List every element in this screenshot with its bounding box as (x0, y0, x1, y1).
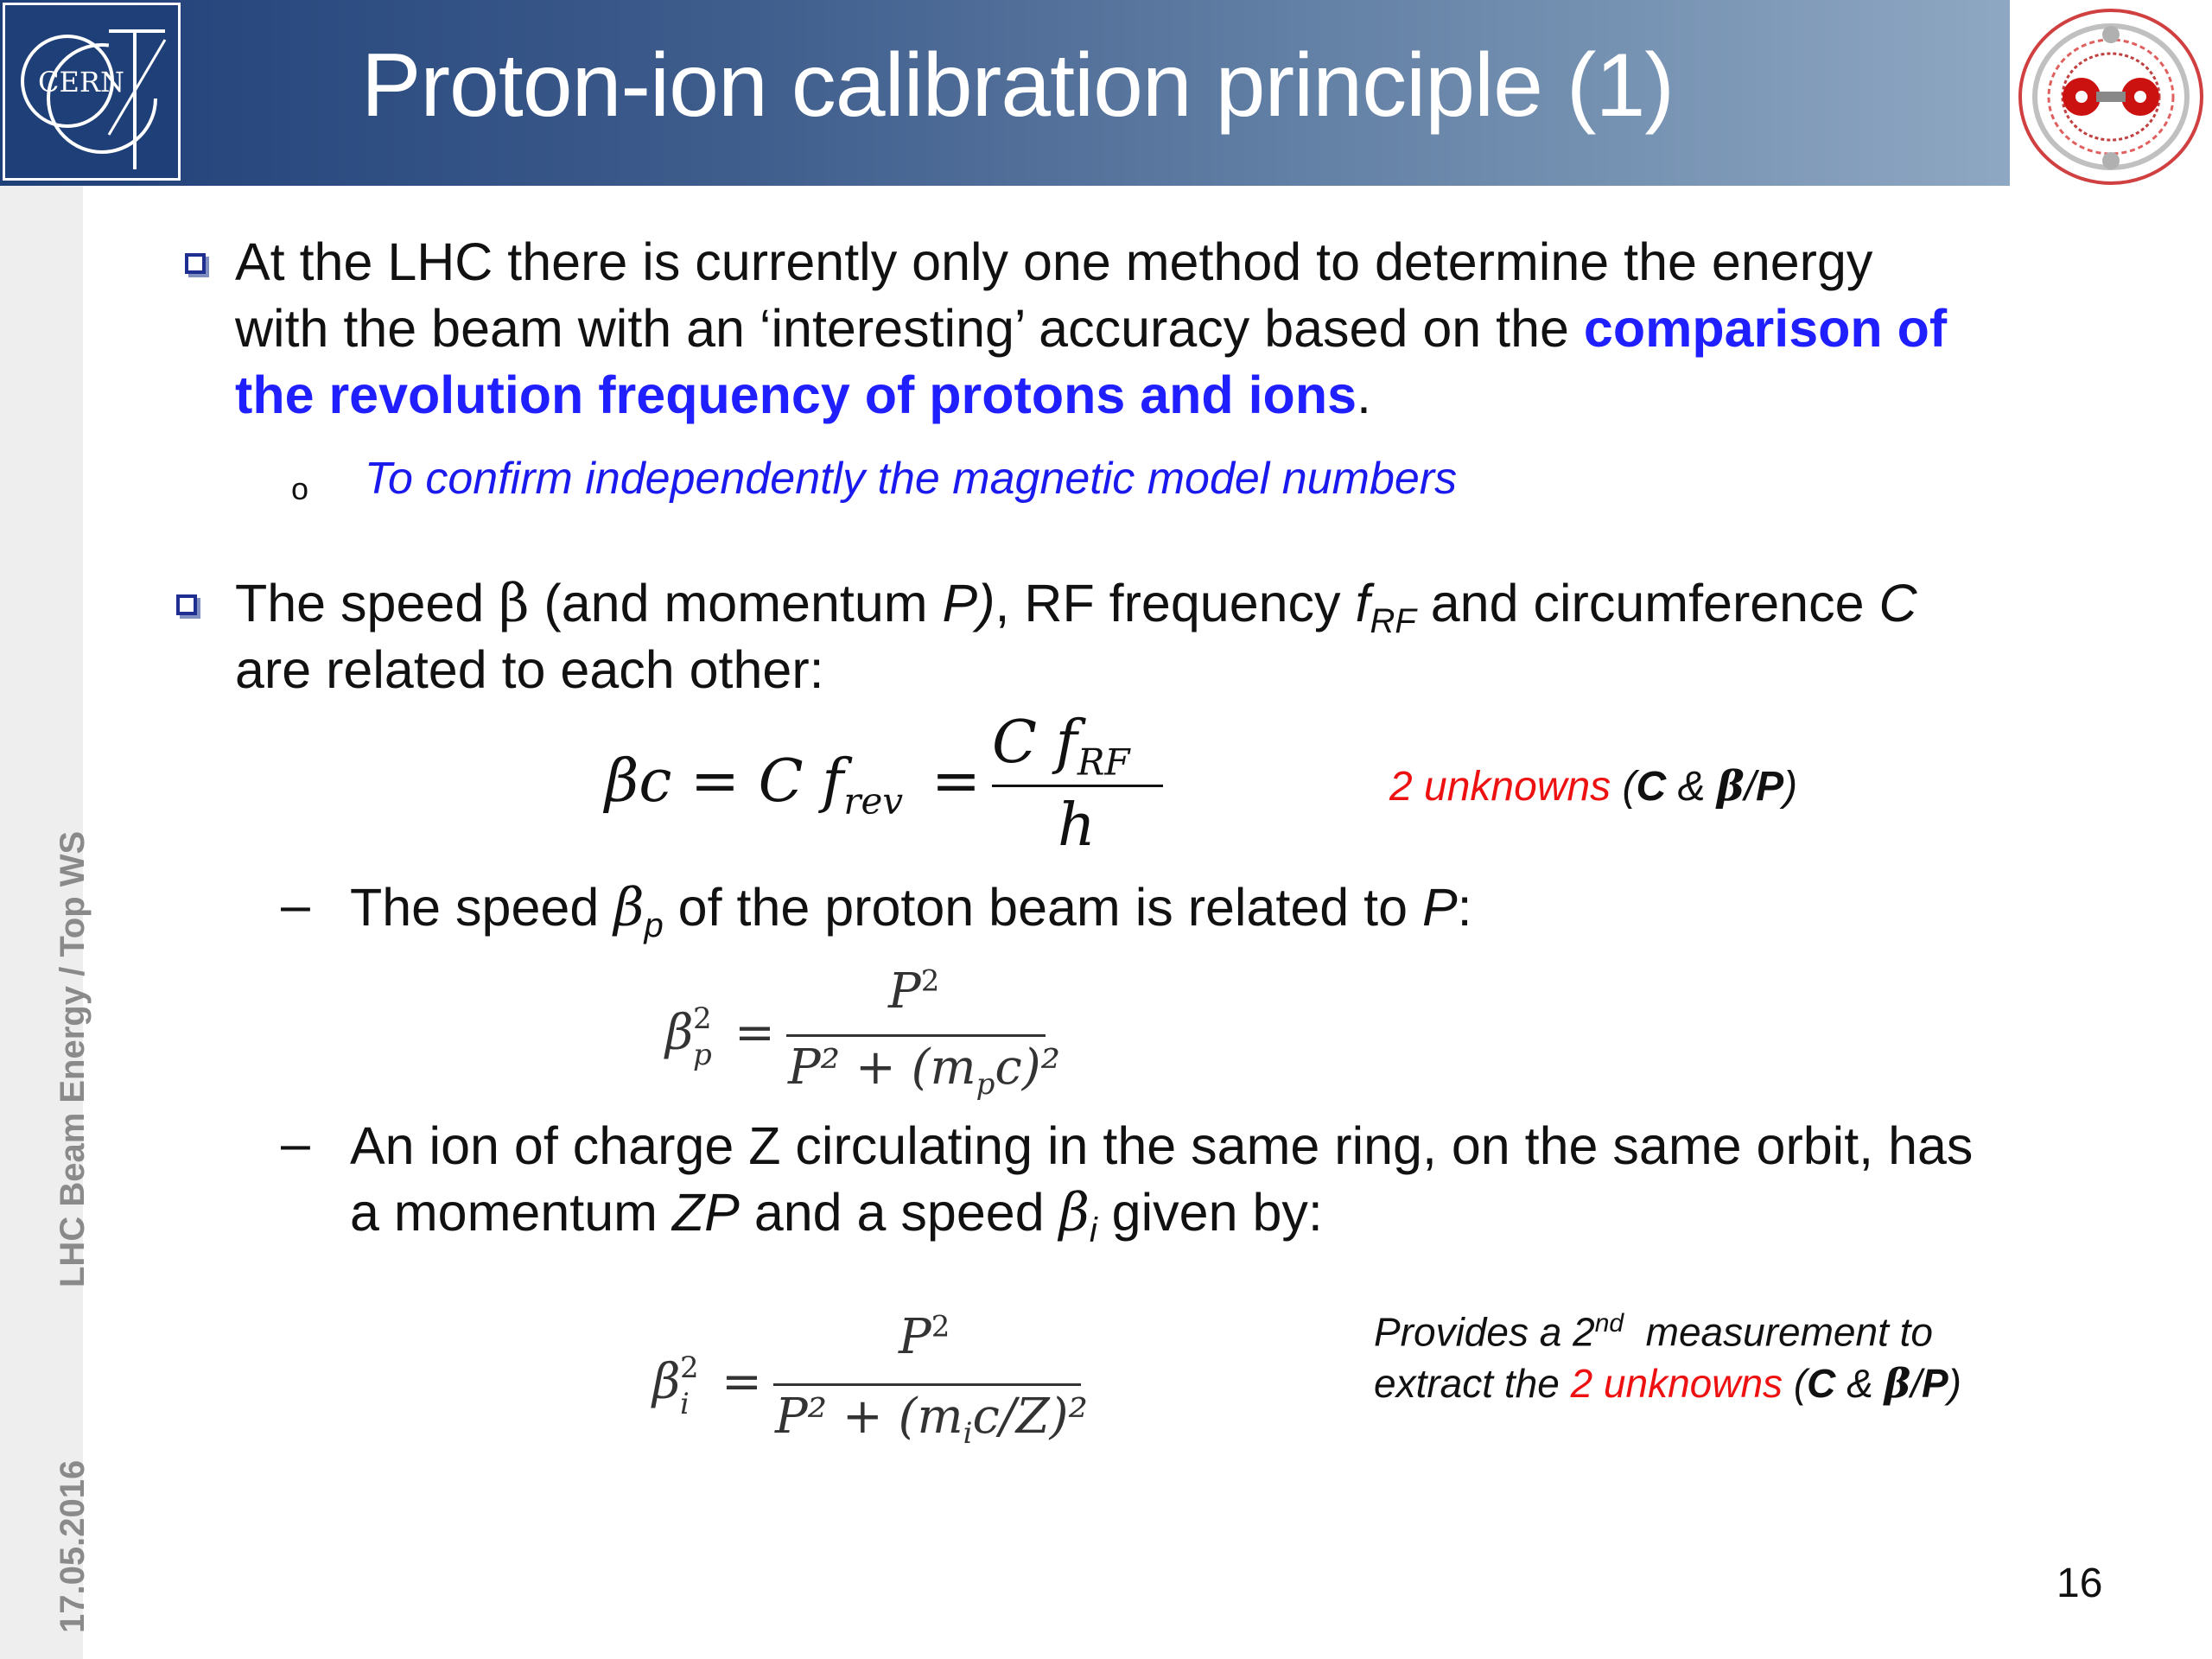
dash2-text-a: a momentum (350, 1183, 672, 1242)
equation-beta-c (605, 709, 1175, 864)
circumference-symbol: C (1878, 574, 1917, 632)
bullet1-line2-text: with the beam with an ‘interesting’ accuracy based on the (235, 299, 1584, 358)
bullet-marker-2 (176, 594, 197, 615)
bullet1-highlight-b: the revolution frequency of protons and ions (235, 365, 1357, 424)
dash2-ZP: ZP (671, 1183, 740, 1242)
dash1-text-a: The speed (350, 878, 614, 937)
note2-sup: nd (1594, 1309, 1624, 1338)
note2-text-a: Provides a 2 (1374, 1309, 1595, 1355)
bullet2-text-a: The speed (235, 574, 499, 632)
dash1-beta-sub: p (644, 906, 664, 945)
note1-beta: β (1716, 762, 1745, 810)
note1-P: P (1756, 764, 1784, 810)
eq3-numerator: P (899, 1309, 931, 1365)
note2-C: C (1807, 1361, 1836, 1407)
eq1-numerator: C f (992, 709, 1077, 777)
dash2-text-b: and a speed (739, 1183, 1059, 1242)
bullet2-text-c: , RF frequency (995, 574, 1356, 632)
eq2-numerator: P (888, 963, 921, 1020)
bullet1-line1: At the LHC there is currently only one method to determine the energy (235, 232, 1873, 291)
dash2-beta-sub: i (1089, 1211, 1097, 1250)
dash-marker-1: – (281, 875, 310, 934)
eq2-denominator-sub: p (976, 1067, 995, 1103)
note2-text-b: measurement to (1624, 1309, 1934, 1355)
note1-amp: & (1666, 764, 1717, 810)
equation-beta-p (665, 963, 1063, 1102)
beta-symbol: β (499, 573, 530, 634)
dash1-colon: : (1457, 878, 1472, 937)
eq2-lhs: β (665, 1005, 694, 1061)
bullet1-line3 (235, 362, 1371, 429)
eq3-lhs-sub: i (680, 1387, 690, 1421)
frequency-symbol: f (1355, 574, 1370, 632)
dash2-line2 (350, 1179, 1323, 1264)
dash2-line1: An ion of charge Z circulating in the same ring, on the same orbit, has (350, 1116, 1974, 1175)
eq2-lhs-sub: p (693, 1038, 712, 1072)
equation-beta-i (652, 1309, 1102, 1452)
note2-open: ( (1783, 1361, 1808, 1407)
title-bar (0, 0, 2010, 186)
eq2-lhs-sup: 2 (693, 1001, 712, 1036)
note1-red-text: 2 unknowns (1389, 764, 1611, 810)
note1-C: C (1636, 764, 1667, 810)
eq1-denominator: h (1058, 791, 1096, 860)
eq3-equals: = (721, 1354, 762, 1410)
eq3-lhs-sup: 2 (680, 1351, 699, 1385)
bullet2-line2: are related to each other: (235, 640, 824, 699)
eq1-lhs: βc = C f (605, 747, 844, 816)
note-second-measurement (1374, 1298, 1961, 1409)
note2-P: P (1921, 1361, 1948, 1407)
eq3-denominator-sub: i (963, 1416, 973, 1452)
footer-date: 17.05.2016 (54, 1459, 92, 1633)
eq2-denominator-end: c)² (995, 1039, 1061, 1096)
eq2-equals: = (734, 1005, 775, 1061)
dash1-text (350, 874, 1472, 959)
lhc-dipole-logo (2010, 0, 2212, 199)
sub-bullet-text: To confirm independently the magnetic model numbers (365, 454, 1458, 504)
eq1-fraction-bar (992, 785, 1163, 787)
dash1-P: P (1421, 878, 1458, 937)
note2-red-text: 2 unknowns (1570, 1361, 1783, 1407)
note2-amp: & (1835, 1361, 1885, 1407)
sub-bullet-marker: o (291, 471, 309, 506)
note2-line2 (1374, 1357, 1961, 1409)
note2-text-c: extract the (1374, 1361, 1571, 1407)
page-number: 16 (2056, 1560, 2103, 1606)
dash2-beta: β (1058, 1182, 1090, 1243)
eq1-numerator-sub: RF (1077, 741, 1130, 784)
note1-slash: / (1744, 764, 1757, 810)
eq3-lhs: β (652, 1354, 681, 1410)
cern-logo (3, 3, 181, 181)
frequency-subscript: RF (1370, 602, 1416, 641)
bullet2-text-b: (and momentum (529, 574, 943, 632)
dash2-text-c: given by: (1096, 1183, 1323, 1242)
bullet1-line2 (235, 296, 1947, 362)
eq2-numerator-sup: 2 (920, 963, 940, 999)
cern-logo-text: CERN (38, 66, 124, 99)
dash1-beta: β (613, 877, 645, 938)
eq1-lhs-sub: rev (843, 779, 904, 823)
note2-beta: β (1884, 1360, 1911, 1408)
note2-slash: / (1910, 1361, 1922, 1407)
eq3-fraction-bar (773, 1383, 1081, 1386)
bullet1-highlight-a: comparison of (1583, 299, 1948, 358)
eq2-denominator: P² + (m (788, 1039, 976, 1096)
eq3-denominator: P² + (m (775, 1389, 963, 1445)
slide-title: Proton-ion calibration principle (1) (361, 35, 1674, 136)
dash1-text-b: of the proton beam is related to (663, 878, 1422, 937)
note-unknowns (1389, 760, 1797, 813)
footer-event: LHC Beam Energy / Top WS (54, 830, 92, 1287)
eq1-equals: = (931, 747, 981, 816)
bullet-marker-1 (185, 253, 206, 274)
note2-line1 (1374, 1298, 1961, 1357)
note1-open: ( (1611, 764, 1637, 810)
eq2-fraction-bar (786, 1034, 1046, 1037)
eq3-denominator-end: c/Z)² (972, 1389, 1088, 1445)
bullet2-text-d: and circumference (1415, 574, 1879, 632)
note2-close: ) (1948, 1361, 1961, 1407)
bullet1-period: . (1357, 365, 1371, 424)
note1-close: ) (1783, 764, 1798, 810)
eq3-numerator-sup: 2 (931, 1309, 950, 1344)
dash-marker-2: – (281, 1114, 310, 1173)
momentum-symbol: P) (942, 574, 995, 632)
